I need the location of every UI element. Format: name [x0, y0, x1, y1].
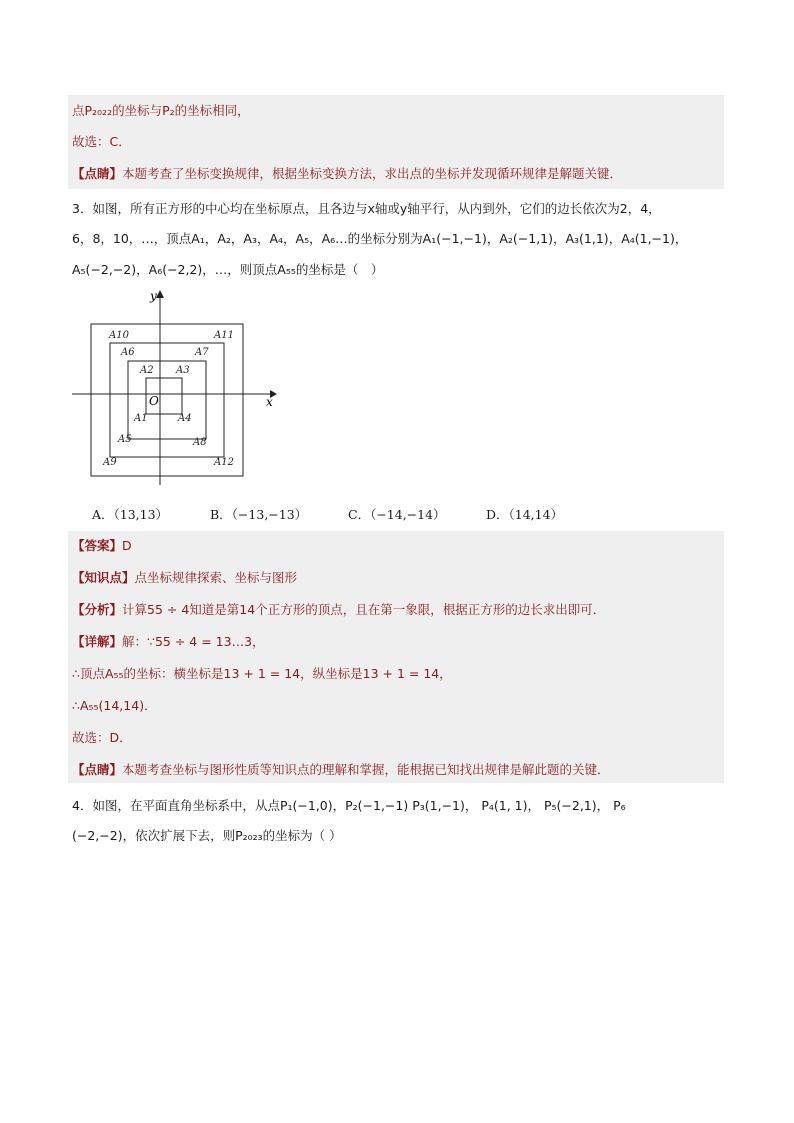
label-a6: A6 — [121, 347, 135, 358]
choice-a[interactable]: A．（13,13） — [92, 507, 169, 522]
square-4 — [91, 324, 243, 476]
analysis-row — [72, 600, 605, 620]
analysis-tag: 【分析】 — [72, 602, 123, 617]
q3-comment-text: 本题考查坐标与图形性质等知识点的理解和掌握，能根据已知找出规律是解此题的关键． — [122, 762, 610, 777]
label-a1: A1 — [134, 413, 148, 424]
analysis-text: 计算55 ÷ 4知道是第14个正方形的顶点，且在第一象限，根据正方形的边长求出即可． — [122, 602, 606, 617]
comment-tag: 【点睛】 — [72, 166, 123, 181]
q3-line-3: A₅(−2,−2)，A₆(−2,2)，…，则顶点A₅₅的坐标是（ ） — [72, 262, 384, 277]
q3-comment-row — [72, 760, 610, 780]
prev-solution-line-2: 故选：C． — [72, 134, 131, 149]
label-a9: A9 — [103, 457, 117, 468]
answer-value: D — [122, 538, 132, 553]
choice-d[interactable]: D．（14,14） — [486, 507, 564, 522]
knowledge-tag: 【知识点】 — [72, 570, 135, 585]
detail-tag: 【详解】 — [72, 634, 123, 649]
label-a3: A3 — [176, 365, 190, 376]
comment-text: 本题考查了坐标变换规律，根据坐标变换方法，求出点的坐标并发现循环规律是解题关键． — [122, 166, 623, 181]
choice-b[interactable]: B．（−13,−13） — [210, 507, 308, 522]
detail-step-4: 故选：D． — [72, 730, 132, 745]
label-a2: A2 — [140, 365, 154, 376]
label-a7: A7 — [195, 347, 209, 358]
answer-tag: 【答案】 — [72, 538, 123, 553]
label-a10: A10 — [109, 330, 129, 341]
detail-row — [72, 632, 265, 652]
prev-solution-line-1: 点P₂₀₂₂的坐标与P₂的坐标相同， — [72, 103, 250, 118]
answer-row — [72, 536, 132, 556]
detail-step-2: ∴顶点A₅₅的坐标：横坐标是13 + 1 = 14，纵坐标是13 + 1 = 14， — [72, 666, 452, 681]
prev-solution-comment — [72, 164, 622, 184]
q3-comment-tag: 【点睛】 — [72, 762, 123, 777]
detail-step-3: ∴A₅₅(14,14)． — [72, 698, 157, 713]
y-arrow-icon — [156, 290, 164, 298]
q3-line-2: 6，8，10，…，顶点A₁，A₂，A₃，A₄，A₅，A₆…的坐标分别为A₁(−1,−1)，A₂(−1,1)，A₃(1,1)，A₄(1,−1)， — [72, 231, 688, 246]
y-axis-label: y — [150, 290, 157, 303]
label-a4: A4 — [178, 413, 192, 424]
knowledge-row — [72, 568, 297, 588]
nested-squares-figure — [66, 290, 286, 490]
q3-line-1: 3．如图，所有正方形的中心均在坐标原点，且各边与x轴或y轴平行，从内到外，它们的边长依次为2，4， — [72, 201, 661, 216]
origin-label: O — [149, 394, 159, 408]
label-a8: A8 — [193, 437, 207, 448]
label-a5: A5 — [118, 434, 132, 445]
label-a11: A11 — [214, 330, 234, 341]
q4-line-2: (−2,−2)，依次扩展下去，则P₂₀₂₃的坐标为（ ） — [72, 828, 342, 843]
label-a12: A12 — [214, 457, 234, 468]
detail-text: 解：∵55 ÷ 4 = 13…3， — [122, 634, 265, 649]
knowledge-text: 点坐标规律探索、坐标与图形 — [134, 570, 298, 585]
q4-line-1: 4．如图，在平面直角坐标系中，从点P₁(−1,0)，P₂(−1,−1) P₃(1,−1)， P₄(1, 1)， P₅(−2,1)， P₆ — [72, 798, 626, 813]
x-axis-label: x — [266, 395, 273, 409]
choice-c[interactable]: C．（−14,−14） — [348, 507, 446, 522]
